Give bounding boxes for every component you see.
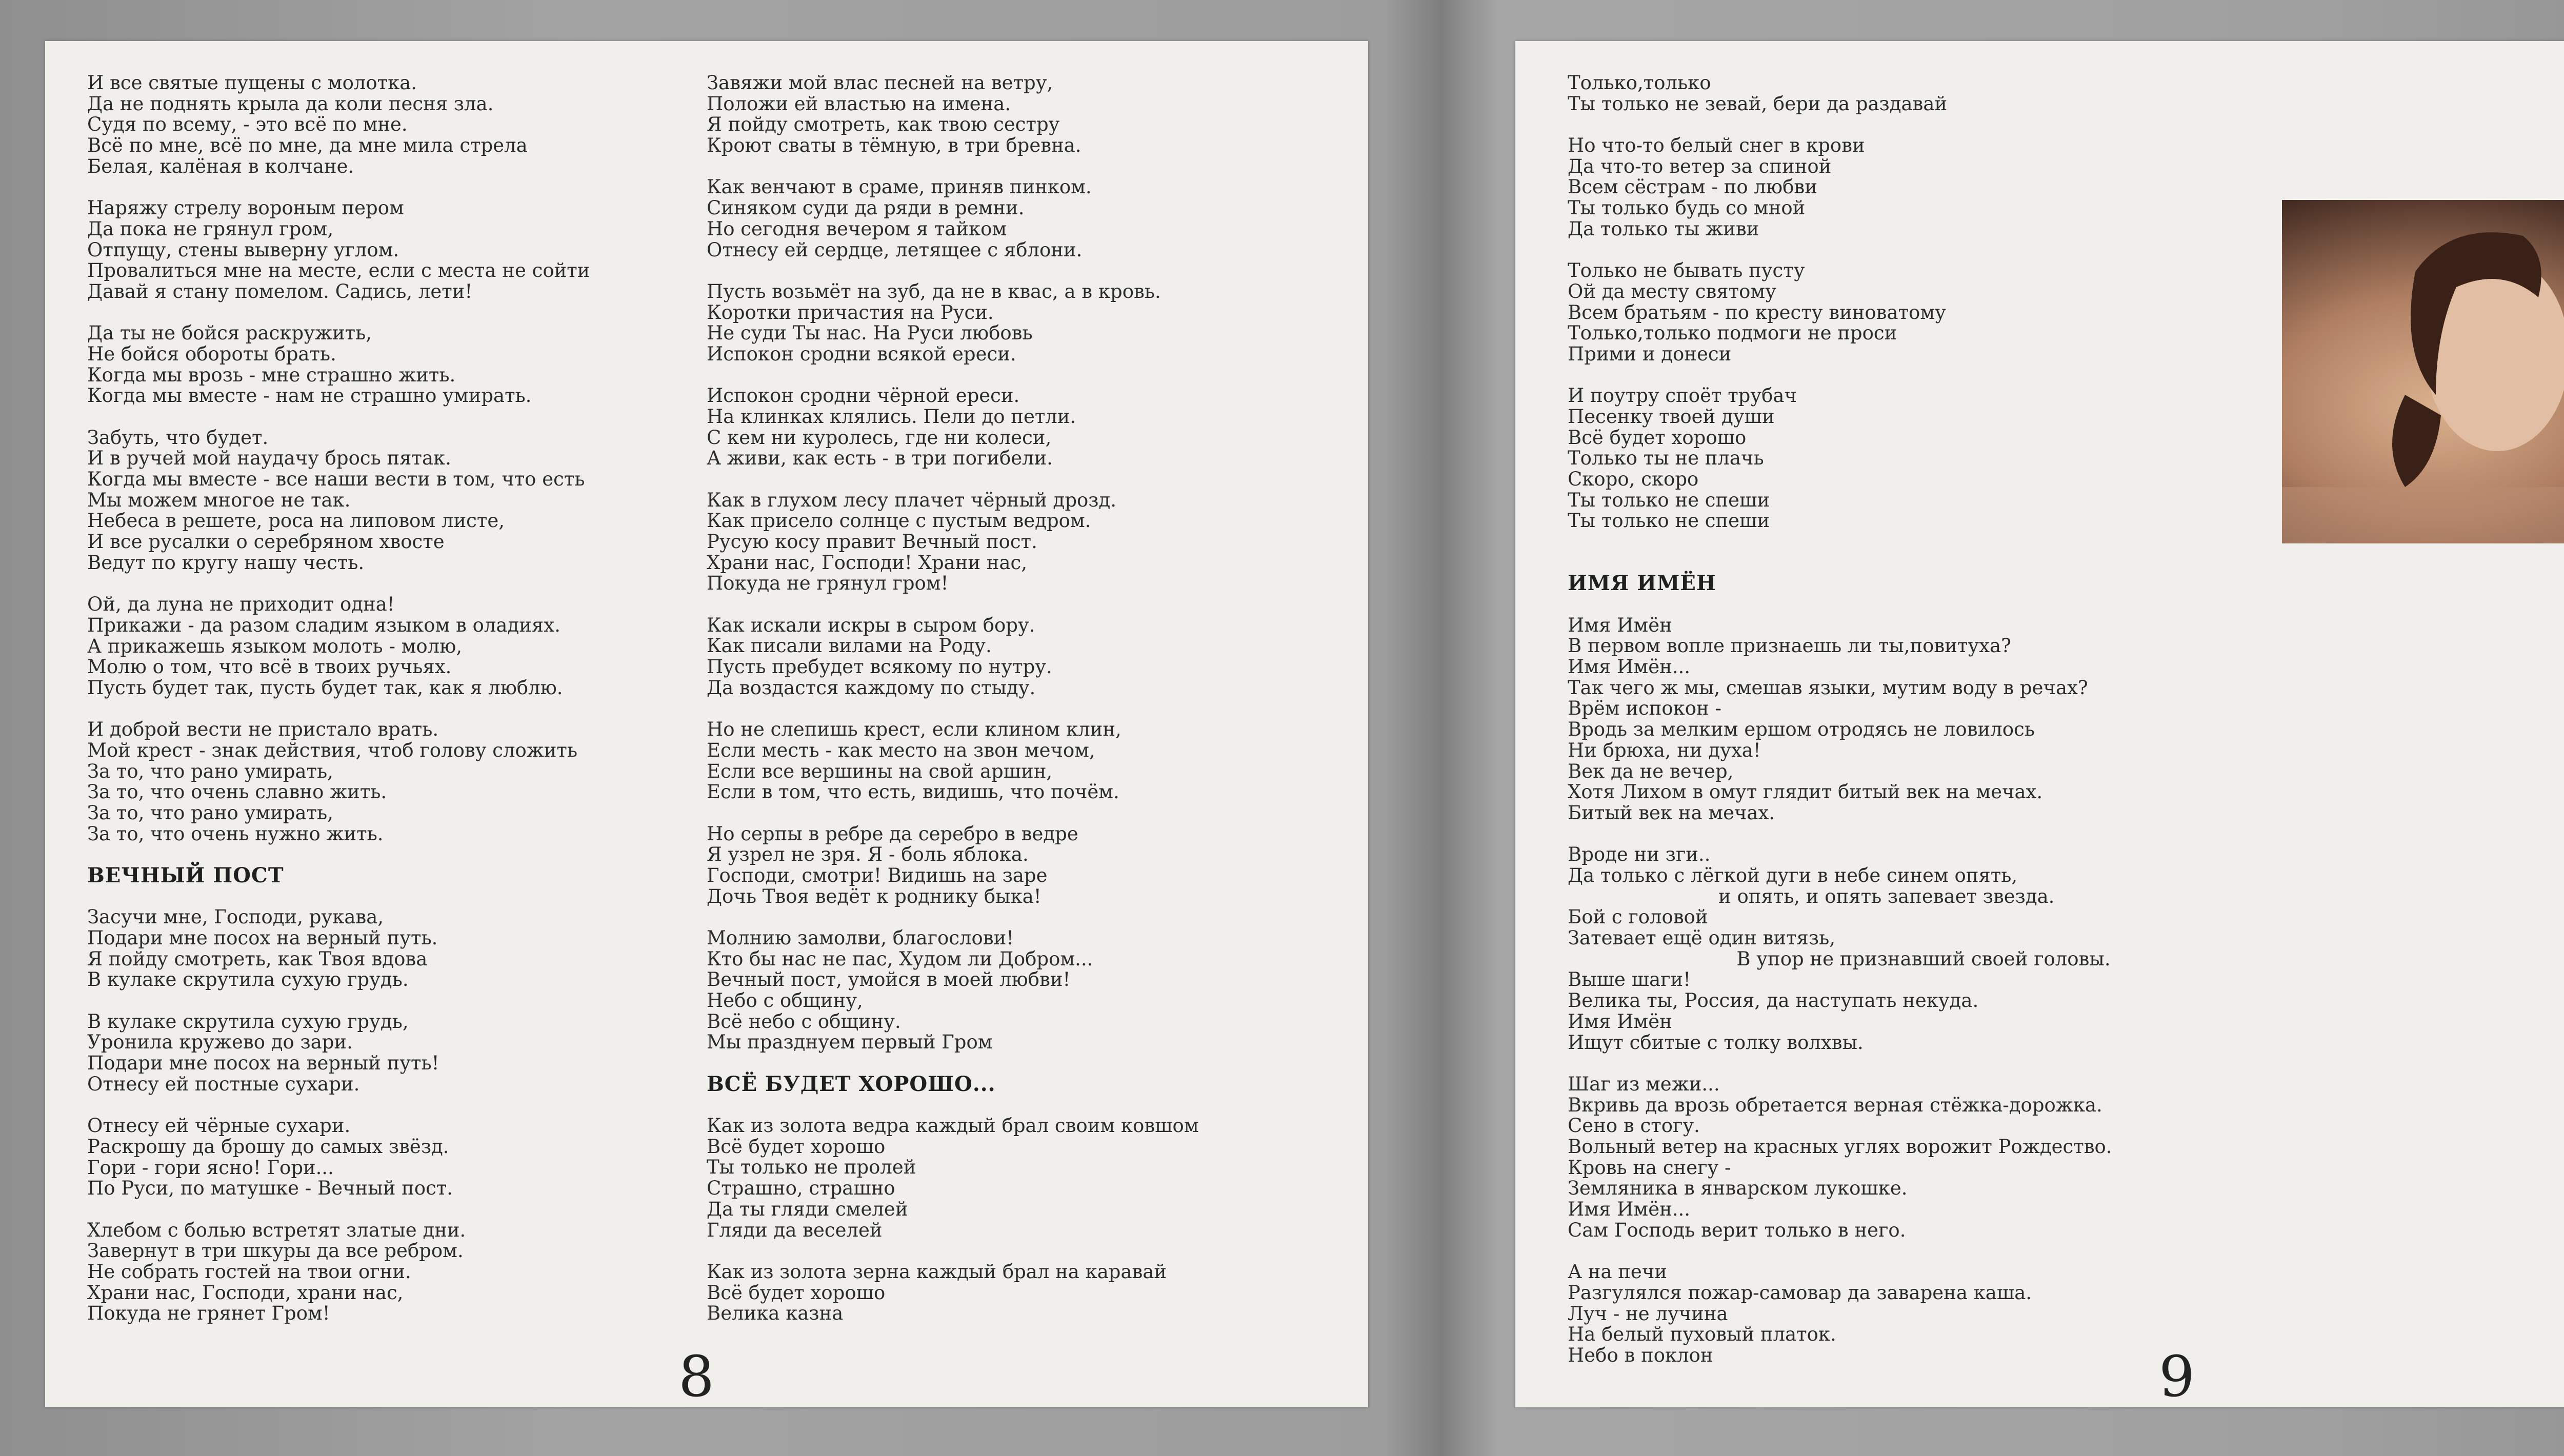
- lyric-line: Хотя Лихом в омут глядит битый век на мечах.: [1568, 781, 2043, 803]
- lyric-line: Вродь за мелким ершом отродясь не ловилось: [1568, 718, 2035, 741]
- lyric-line: Ой, да луна не приходит одна!: [87, 593, 395, 616]
- lyric-line: Мой крест - знак действия, чтоб голову сложить: [87, 739, 578, 761]
- stanza: [707, 615, 1348, 699]
- lyric-line: Скоро, скоро: [1568, 468, 1699, 491]
- song-title: ВСЁ БУДЕТ ХОРОШО...: [707, 1071, 996, 1096]
- right-page-column-1: [1568, 73, 2275, 1387]
- stanza: [707, 1262, 1348, 1324]
- lyric-line: Но сегодня вечером я тайком: [707, 217, 1007, 240]
- lyric-line: Сам Господь верит только в него.: [1568, 1219, 1906, 1241]
- lyric-line: Вольный ветер на красных углях ворожит Рождество.: [1568, 1135, 2112, 1158]
- lyric-line: Если все вершины на свой аршин,: [707, 760, 1053, 782]
- lyric-line: Засучи мне, Господи, рукава,: [87, 906, 384, 928]
- stanza: [1568, 1074, 2275, 1241]
- lyric-line: Если в том, что есть, видишь, что почём.: [707, 781, 1119, 803]
- lyric-line: Но серпы в ребре да серебро в ведре: [707, 822, 1078, 845]
- lyric-line: Так чего ж мы, смешав языки, мутим воду в речах?: [1568, 676, 2088, 699]
- lyric-line: Ты только не спеши: [1568, 510, 1770, 532]
- lyric-line: Господи, смотри! Видишь на заре: [707, 864, 1048, 886]
- stanza: [87, 1116, 703, 1199]
- lyric-line: Я пойду смотреть, как твою сестру: [707, 113, 1060, 136]
- lyric-line: И в ручей мой наудачу брось пятак.: [87, 447, 451, 470]
- lyric-line: Наряжу стрелу вороным пером: [87, 197, 404, 219]
- lyric-line: Да пока не грянул гром,: [87, 217, 334, 240]
- lyric-line: Луч - не лучина: [1568, 1302, 1728, 1325]
- lyric-line: И все святые пущены с молотка.: [87, 72, 417, 94]
- lyric-line: Всё по мне, всё по мне, да мне мила стрела: [87, 134, 528, 157]
- page-number: 8: [678, 1344, 714, 1407]
- stanza: [87, 428, 703, 574]
- lyric-line: Сено в стогу.: [1568, 1115, 1700, 1137]
- lyric-line: Всем братьям - по кресту виноватому: [1568, 301, 1946, 323]
- lyric-line: В кулаке скрутила сухую грудь,: [87, 1010, 409, 1033]
- stanza: [707, 928, 1348, 1053]
- lyric-line: Я узрел не зря. Я - боль яблока.: [707, 843, 1029, 866]
- lyric-line: Имя Имён: [1568, 614, 1672, 636]
- lyric-line: Бой с головой: [1568, 906, 1708, 928]
- stanza: [707, 1116, 1348, 1241]
- lyric-line: Но не слепишь крест, если клином клин,: [707, 718, 1121, 741]
- lyric-line: На белый пуховый платок.: [1568, 1323, 1836, 1346]
- lyric-line: Молю о том, что всё в твоих ручьях.: [87, 656, 452, 678]
- lyric-line: Ищут сбитые с толку волхвы.: [1568, 1031, 1864, 1054]
- lyric-line: Ты только не зевай, бери да раздавай: [1568, 92, 1948, 115]
- song-title: ИМЯ ИМЁН: [1568, 571, 1716, 596]
- lyric-line: Вкривь да врозь обретается верная стёжка-дорожка.: [1568, 1094, 2102, 1116]
- lyric-line: А прикажешь языком молоть - молю,: [87, 635, 463, 657]
- lyric-line: А на печи: [1568, 1261, 1667, 1283]
- lyric-line: Положи ей властью на имена.: [707, 92, 1011, 115]
- lyric-line: Синяком суди да ряди в ремни.: [707, 197, 1025, 219]
- left-page-column-2: [707, 73, 1348, 1345]
- booklet-page-9: [1515, 41, 2564, 1407]
- lyric-line: Прими и донеси: [1568, 342, 1732, 365]
- lyric-line: Мы празднуем первый Гром: [707, 1031, 993, 1054]
- lyric-line: Молнию замолви, благослови!: [707, 926, 1014, 949]
- lyric-line: Кроют сваты в тёмную, в три бревна.: [707, 134, 1081, 157]
- lyric-line: В первом вопле признаешь ли ты,повитуха?: [1568, 635, 2011, 657]
- lyric-line: и опять, и опять запевает звезда.: [1568, 885, 2055, 907]
- lyric-line: Всё будет хорошо: [707, 1135, 886, 1158]
- stanza: [707, 719, 1348, 803]
- lyric-line: За то, что рано умирать,: [87, 760, 333, 782]
- booklet-page-8: [45, 41, 1368, 1407]
- lyric-line: Всё будет хорошо: [1568, 426, 1747, 449]
- lyric-line: По Руси, по матушке - Вечный пост.: [87, 1177, 453, 1200]
- stanza: [87, 323, 703, 407]
- lyric-line: Если месть - как место на звон мечом,: [707, 739, 1095, 761]
- lyric-line: Не бойся обороты брать.: [87, 342, 336, 365]
- lyric-line: Ни брюха, ни духа!: [1568, 739, 1761, 761]
- lyric-line: Как из золота ведра каждый брал своим ковшом: [707, 1115, 1199, 1137]
- photo-illustration: [2282, 200, 2564, 543]
- stanza: [87, 594, 703, 699]
- lyric-line: Только не бывать пусту: [1568, 259, 1805, 282]
- lyric-line: Пусть пребудет всякому по нутру.: [707, 656, 1052, 678]
- lyric-line: Земляника в январском лукошке.: [1568, 1177, 1908, 1200]
- stanza: [87, 1012, 703, 1095]
- lyric-line: Разгулялся пожар-самовар да заварена каша.: [1568, 1281, 2032, 1304]
- lyric-line: Кровь на снегу -: [1568, 1156, 1731, 1179]
- lyric-line: И поутру споёт трубач: [1568, 385, 1797, 407]
- lyric-line: Как искали искры в сыром бору.: [707, 614, 1035, 636]
- lyric-line: Провалиться мне на месте, если с места не сойти: [87, 259, 590, 282]
- lyric-line: Храни нас, Господи! Храни нас,: [707, 551, 1028, 574]
- lyric-line: Битый век на мечах.: [1568, 801, 1775, 824]
- lyric-line: Велика казна: [707, 1302, 844, 1325]
- lyric-line: Небо в поклон: [1568, 1344, 1713, 1366]
- stanza: [707, 386, 1348, 469]
- lyric-line: Но что-то белый снег в крови: [1568, 134, 1865, 156]
- lyric-line: Когда мы вместе - все наши вести в том, что есть: [87, 468, 585, 491]
- lyric-line: Не собрать гостей на твои огни.: [87, 1260, 411, 1283]
- lyric-line: Затевает ещё один витязь,: [1568, 927, 1835, 949]
- lyric-line: Отнесу ей сердце, летящее с яблони.: [707, 238, 1083, 261]
- lyric-line: Подари мне посох на верный путь!: [87, 1052, 439, 1075]
- lyric-line: Мы можем многое не так.: [87, 489, 351, 511]
- lyric-line: Да что-то ветер за спиной: [1568, 155, 1832, 177]
- lyric-line: И все русалки о серебряном хвосте: [87, 531, 445, 553]
- lyric-line: В кулаке скрутила сухую грудь.: [87, 968, 409, 991]
- lyric-line: Только,только: [1568, 72, 1711, 94]
- lyric-line: На клинках клялись. Пели до петли.: [707, 405, 1076, 428]
- lyric-line: Коротки причастия на Руси.: [707, 301, 994, 323]
- stanza: [707, 73, 1348, 156]
- lyric-line: Храни нас, Господи, храни нас,: [87, 1281, 404, 1304]
- lyric-line: Всем сёстрам - по любви: [1568, 176, 1817, 198]
- song-title: ВЕЧНЫЙ ПОСТ: [87, 863, 284, 888]
- lyric-line: Испокон сродни чёрной ереси.: [707, 385, 1020, 407]
- stanza: [87, 198, 703, 302]
- lyric-line: Испокон сродни всякой ереси.: [707, 342, 1016, 365]
- lyric-line: Ты только не спеши: [1568, 489, 1770, 511]
- lyric-line: Завяжи мой влас песней на ветру,: [707, 72, 1053, 94]
- stanza: [707, 177, 1348, 260]
- lyric-line: Гляди да веселей: [707, 1219, 883, 1241]
- lyric-line: Имя Имён...: [1568, 656, 1691, 678]
- lyric-line: Врём испокон -: [1568, 697, 1721, 720]
- lyric-line: Да ты гляди смелей: [707, 1198, 908, 1220]
- lyric-line: Вечный пост, умойся в моей любви!: [707, 968, 1071, 991]
- stanza: [707, 824, 1348, 907]
- lyric-line: Велика ты, Россия, да наступать некуда.: [1568, 989, 1979, 1012]
- lyric-line: Имя Имён: [1568, 1010, 1672, 1033]
- lyric-line: Гори - гори ясно! Гори...: [87, 1156, 334, 1179]
- stanza: [1568, 260, 2275, 365]
- lyric-line: Как венчают в сраме, приняв пинком.: [707, 176, 1092, 198]
- lyric-line: Подари мне посох на верный путь.: [87, 927, 438, 949]
- lyric-line: Покуда не грянет Гром!: [87, 1302, 330, 1325]
- lyric-line: Отпущу, стены выверну углом.: [87, 238, 399, 261]
- lyric-line: Только ты не плачь: [1568, 447, 1764, 470]
- lyric-line: Ведут по кругу нашу честь.: [87, 551, 365, 574]
- lyric-line: Прикажи - да разом сладим языком в оладиях.: [87, 614, 560, 636]
- lyric-line: Дочь Твоя ведёт к роднику быка!: [707, 885, 1041, 907]
- stanza: [1568, 615, 2275, 824]
- lyric-line: Да ты не бойся раскружить,: [87, 322, 372, 345]
- lyric-line: Белая, калёная в колчане.: [87, 155, 354, 177]
- lyric-line: Пусть возьмёт на зуб, да не в квас, а в кровь.: [707, 280, 1161, 302]
- stanza: [87, 1220, 703, 1325]
- lyric-line: И доброй вести не пристало врать.: [87, 718, 439, 741]
- stanza: [87, 719, 703, 844]
- lyric-line: Русую косу правит Вечный пост.: [707, 531, 1037, 553]
- left-page-column-1: [87, 73, 703, 1345]
- lyric-line: Как из золота зерна каждый брал на каравай: [707, 1260, 1167, 1283]
- lyric-line: Шаг из межи...: [1568, 1073, 1720, 1095]
- stanza: [707, 281, 1348, 365]
- lyric-line: За то, что очень нужно жить.: [87, 822, 384, 845]
- lyric-line: Ой да месту святому: [1568, 280, 1776, 302]
- lyric-line: Как в глухом лесу плачет чёрный дрозд.: [707, 489, 1117, 511]
- lyric-line: Как писали вилами на Роду.: [707, 635, 992, 657]
- lyric-line: Не суди Ты нас. На Руси любовь: [707, 322, 1033, 345]
- spacer: [1568, 553, 2275, 574]
- lyric-line: Вроде ни зги..: [1568, 843, 1711, 866]
- lyric-line: За то, что рано умирать,: [87, 802, 333, 824]
- lyric-line: Имя Имён...: [1568, 1198, 1691, 1221]
- lyric-line: Когда мы врозь - мне страшно жить.: [87, 363, 456, 386]
- lyric-line: Завернут в три шкуры да все ребром.: [87, 1240, 464, 1262]
- lyric-line: Пусть будет так, пусть будет так, как я люблю.: [87, 676, 563, 699]
- lyric-line: Кто бы нас не пас, Худом ли Добром...: [707, 947, 1093, 970]
- lyric-line: Покуда не грянул гром!: [707, 572, 949, 595]
- lyric-line: Хлебом с болью встретят златые дни.: [87, 1219, 466, 1241]
- lyric-line: За то, что очень славно жить.: [87, 781, 387, 803]
- lyric-line: Отнесу ей чёрные сухари.: [87, 1115, 351, 1137]
- stanza: [87, 907, 703, 990]
- stanza: [1568, 844, 2275, 1053]
- lyric-line: Отнесу ей постные сухари.: [87, 1073, 360, 1095]
- lyric-line: Забуть, что будет.: [87, 426, 269, 449]
- stanza: [1568, 386, 2275, 532]
- lyric-line: Да только с лёгкой дуги в небе синем опять,: [1568, 864, 2018, 886]
- lyric-line: Как присело солнце с пустым ведром.: [707, 510, 1091, 532]
- lyric-line: Всё небо с общину.: [707, 1010, 901, 1033]
- lyric-line: Когда мы вместе - нам не страшно умирать.: [87, 385, 532, 407]
- lyric-line: А живи, как есть - в три погибели.: [707, 447, 1053, 470]
- lyric-line: Небо с общину,: [707, 989, 863, 1012]
- lyric-line: Песенку твоей души: [1568, 405, 1775, 428]
- lyric-line: Судя по всему, - это всё по мне.: [87, 113, 408, 136]
- stanza: [1568, 135, 2275, 240]
- lyric-line: Ты только не пролей: [707, 1156, 916, 1179]
- page-number: 9: [2159, 1344, 2195, 1407]
- lyric-line: Век да не вечер,: [1568, 760, 1734, 782]
- lyric-line: Давай я стану помелом. Садись, лети!: [87, 280, 473, 302]
- lyric-line: Всё будет хорошо: [707, 1281, 886, 1304]
- lyric-line: Только,только подмоги не проси: [1568, 322, 1897, 345]
- lyric-line: Небеса в решете, роса на липовом листе,: [87, 510, 505, 532]
- stanza: [707, 490, 1348, 595]
- lyric-line: Да только ты живи: [1568, 217, 1759, 240]
- lyric-line: Я пойду смотреть, как Твоя вдова: [87, 947, 428, 970]
- lyric-line: В упор не признавший своей головы.: [1568, 947, 2111, 970]
- photo-two-people: [2282, 200, 2564, 543]
- lyric-line: Ты только будь со мной: [1568, 197, 1806, 219]
- lyric-line: Да воздастся каждому по стыду.: [707, 676, 1036, 699]
- stanza: [1568, 73, 2275, 114]
- lyric-line: С кем ни куролесь, где ни колеси,: [707, 426, 1052, 449]
- lyric-line: Раскрошу да брошу до самых звёзд.: [87, 1135, 449, 1158]
- lyric-line: Да не поднять крыла да коли песня зла.: [87, 92, 494, 115]
- lyric-line: Страшно, страшно: [707, 1177, 895, 1200]
- lyric-line: Выше шаги!: [1568, 968, 1691, 991]
- stanza: [87, 73, 703, 177]
- lyric-line: Уронила кружево до зари.: [87, 1031, 353, 1054]
